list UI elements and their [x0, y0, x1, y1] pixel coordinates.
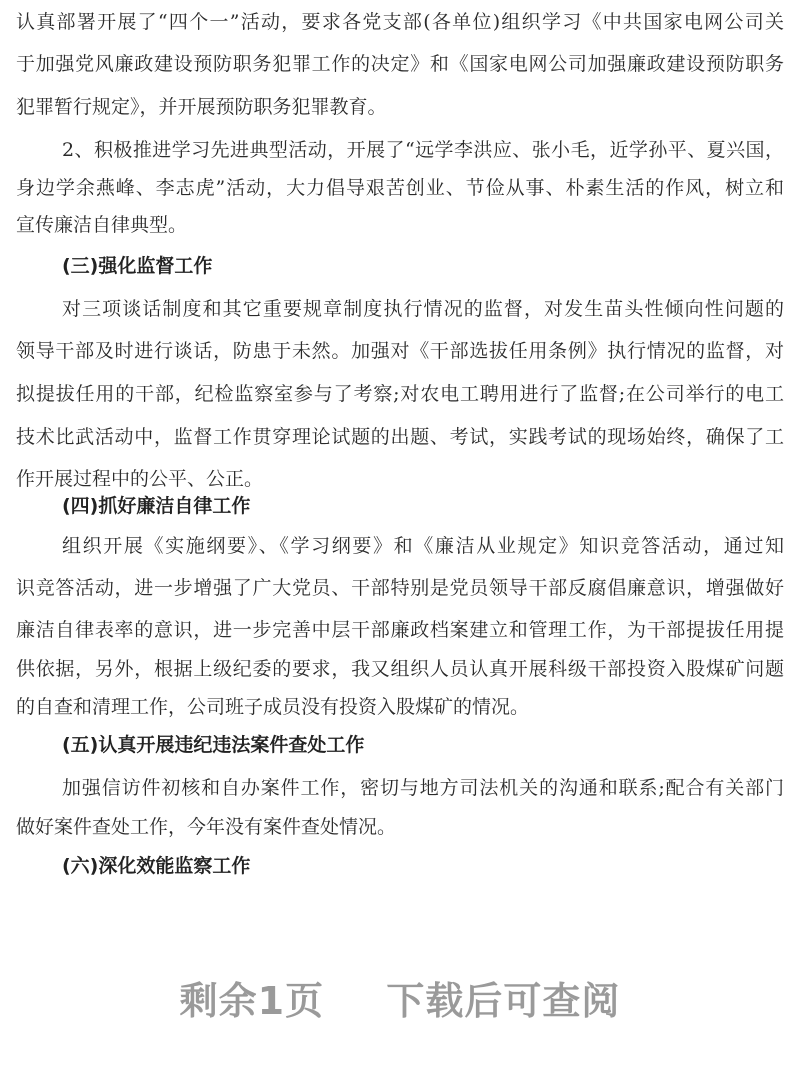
- section-heading: (三)强化监督工作: [62, 255, 213, 277]
- download-to-view-label[interactable]: 下载后可查阅: [386, 979, 621, 1023]
- text-line: 对三项谈话制度和其它重要规章制度执行情况的监督，对发生苗头性倾向性问题的: [62, 298, 784, 320]
- text-line: 识竞答活动，进一步增强了广大党员、干部特别是党员领导干部反腐倡廉意识，增强做好: [16, 577, 784, 599]
- text-line: 作开展过程中的公平、公正。: [16, 468, 264, 490]
- text-line: 领导干部及时进行谈话，防患于未然。加强对《干部选拔任用条例》执行情况的监督，对: [16, 340, 784, 362]
- download-prompt[interactable]: [0, 970, 800, 1025]
- text-line: 做好案件查处工作，今年没有案件查处情况。: [16, 816, 397, 838]
- text-line: 廉洁自律表率的意识，进一步完善中层干部廉政档案建立和管理工作，为干部提拔任用提: [16, 619, 784, 641]
- section-heading: (六)深化效能监察工作: [62, 855, 251, 877]
- section-heading: (四)抓好廉洁自律工作: [62, 495, 251, 517]
- text-line: 于加强党风廉政建设预防职务犯罪工作的决定》和《国家电网公司加强廉政建设预防职务: [16, 53, 784, 75]
- section-heading: (五)认真开展违纪违法案件查处工作: [62, 734, 365, 756]
- text-line: 加强信访件初核和自办案件工作，密切与地方司法机关的沟通和联系;配合有关部门: [62, 777, 784, 799]
- text-line: 认真部署开展了“四个一”活动，要求各党支部(各单位)组织学习《中共国家电网公司关: [16, 11, 784, 33]
- text-line: 的自查和清理工作，公司班子成员没有投资入股煤矿的情况。: [16, 696, 530, 718]
- text-line: 供依据，另外，根据上级纪委的要求，我又组织人员认真开展科级干部投资入股煤矿问题: [16, 658, 784, 680]
- remaining-pages-label: 剩余1页: [179, 979, 325, 1023]
- text-line: 技术比武活动中，监督工作贯穿理论试题的出题、考试，实践考试的现场始终，确保了工: [16, 426, 784, 448]
- text-line: 拟提拔任用的干部，纪检监察室参与了考察;对农电工聘用进行了监督;在公司举行的电工: [16, 383, 784, 405]
- text-line: 宣传廉洁自律典型。: [16, 214, 188, 236]
- text-line: 2、积极推进学习先进典型活动，开展了“远学李洪应、张小毛，近学孙平、夏兴国，: [62, 139, 784, 161]
- text-line: 身边学余燕峰、李志虎”活动，大力倡导艰苦创业、节俭从事、朴素生活的作风，树立和: [16, 177, 784, 199]
- text-line: 组织开展《实施纲要》、《学习纲要》和《廉洁从业规定》知识竞答活动，通过知: [62, 535, 784, 557]
- text-line: 犯罪暂行规定》，并开展预防职务犯罪教育。: [16, 96, 387, 118]
